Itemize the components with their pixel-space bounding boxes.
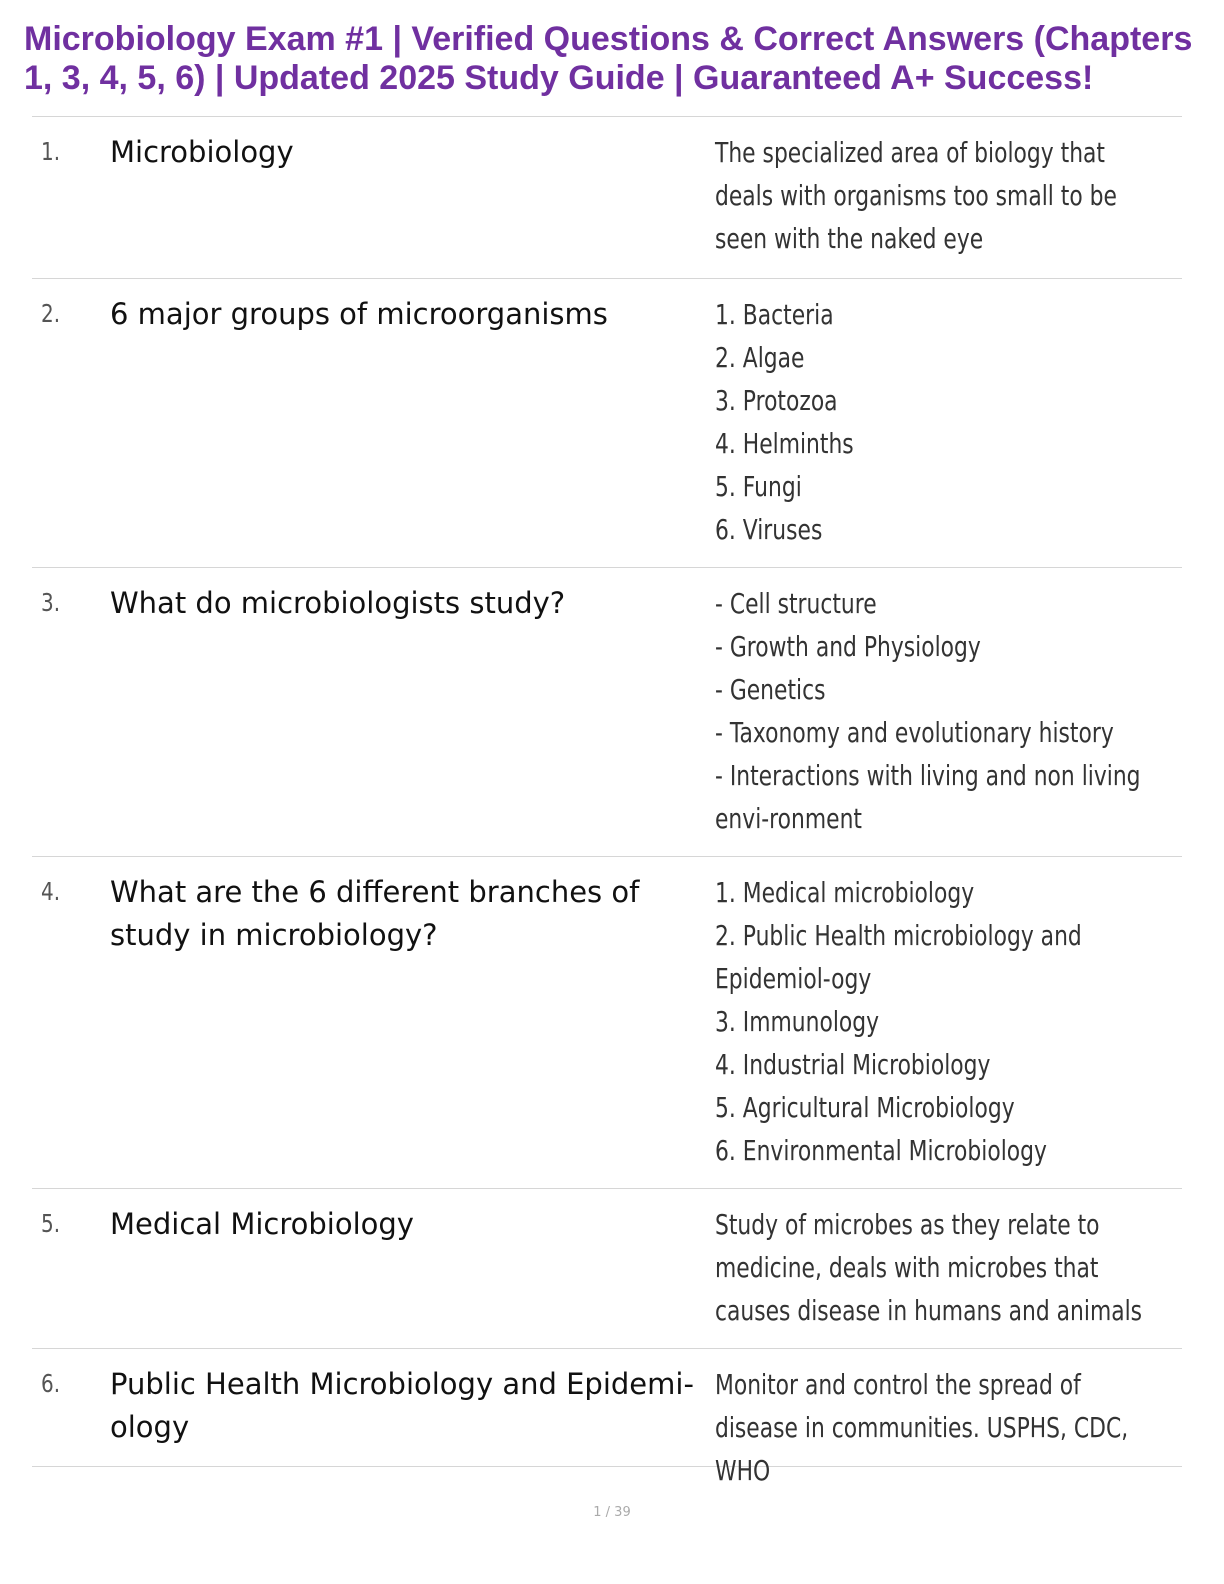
row-definition: The specialized area of biology that deals with organisms too small to be seen with the naked eye [715,136,1117,255]
table-row [32,279,1182,568]
row-definition: - Cell structure - Growth and Physiology - Genetics - Taxonomy and evolutionary history - Interactions with living and non living envi-ronment [715,587,1141,835]
row-term: Medical Microbiology [110,1207,414,1241]
table-row [32,857,1182,1189]
row-term: What are the 6 different branches of study in microbiology? [110,875,640,952]
table-row [32,1349,1182,1487]
row-number: 3. [41,588,61,617]
row-term: Microbiology [110,135,294,169]
row-number: 4. [41,877,61,906]
row-number: 1. [41,137,61,166]
row-definition: 1. Bacteria 2. Algae 3. Protozoa 4. Helminths 5. Fungi 6. Viruses [715,298,854,546]
page-number: 1 / 39 [593,1505,631,1520]
row-definition: 1. Medical microbiology 2. Public Health microbiology and Epidemiol-ogy 3. Immunology 4. Industrial Microbiology 5. Agricultural Microbiology 6. Environmental Microbiology [715,876,1082,1167]
table-row [32,117,1182,279]
table-row [32,1189,1182,1349]
flashcard-table [32,116,1182,1487]
row-definition: Study of microbes as they relate to medicine, deals with microbes that causes disease in humans and animals [715,1208,1143,1327]
row-definition: Monitor and control the spread of disease in communities. USPHS, CDC, WHO [715,1368,1129,1487]
row-number: 5. [41,1209,61,1238]
row-number: 6. [41,1369,61,1398]
table-row [32,568,1182,857]
row-term: Public Health Microbiology and Epidemi-ology [110,1367,694,1444]
row-term: What do microbiologists study? [110,586,566,620]
document-title: Microbiology Exam #1 | Verified Questions & Correct Answers (Chapters 1, 3, 4, 5, 6) | Updated 2025 Study Guide | Guaranteed A+ Success! [24,20,1193,97]
row-term: 6 major groups of microorganisms [110,297,608,331]
row-number: 2. [41,299,61,328]
